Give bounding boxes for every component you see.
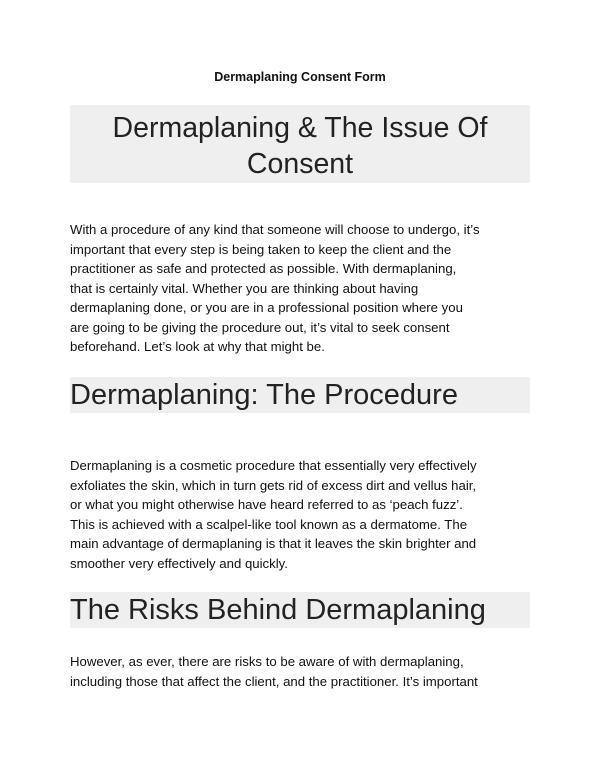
- procedure-line: main advantage of dermaplaning is that it leaves the skin brighter and: [70, 536, 477, 551]
- procedure-line: smoother very effectively and quickly.: [70, 555, 288, 571]
- intro-line: are going to be giving the procedure out, it’s vital to seek consent: [70, 319, 450, 335]
- main-heading-line-2: Consent: [246, 148, 354, 180]
- intro-line: important that every step is being taken to keep the client and the: [70, 241, 452, 257]
- intro-line: that is certainly vital. Whether you are thinking about having: [70, 280, 419, 296]
- procedure-paragraph: [70, 456, 532, 573]
- risks-line: including those that affect the client, and the practitioner. It’s important: [70, 673, 478, 689]
- procedure-line: exfoliates the skin, which in turn gets rid of excess dirt and vellus hair,: [70, 477, 477, 493]
- main-heading: [70, 105, 530, 182]
- form-title: Dermaplaning Consent Form: [214, 70, 386, 84]
- main-heading-box: [70, 105, 530, 183]
- section-heading-procedure: Dermaplaning: The Procedure: [70, 377, 530, 413]
- intro-line: beforehand. Let’s look at why that might be.: [70, 339, 325, 354]
- section-heading-risks: The Risks Behind Dermaplaning: [70, 592, 530, 628]
- risks-line: However, as ever, there are risks to be aware of with dermaplaning,: [70, 654, 464, 669]
- intro-line: With a procedure of any kind that someone will choose to undergo, it’s: [70, 222, 480, 237]
- main-heading-line-1: Dermaplaning & The Issue Of: [112, 112, 488, 144]
- procedure-line: or what you might otherwise have heard referred to as ‘peach fuzz’.: [70, 497, 463, 512]
- intro-line: practitioner as safe and protected as possible. With dermaplaning,: [70, 261, 457, 276]
- procedure-line: This is achieved with a scalpel-like tool known as a dermatome. The: [70, 516, 468, 532]
- risks-paragraph: [70, 652, 532, 691]
- intro-paragraph: [70, 220, 532, 357]
- intro-line: dermaplaning done, or you are in a professional position where you: [70, 300, 463, 315]
- procedure-line: Dermaplaning is a cosmetic procedure that essentially very effectively: [70, 458, 477, 473]
